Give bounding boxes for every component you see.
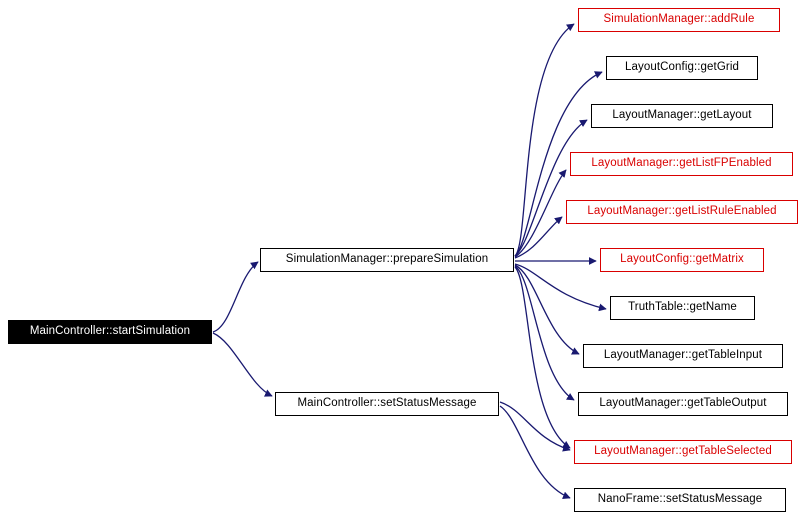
graph-node-gettableinput[interactable] (583, 344, 783, 368)
edge-prepare-to-gettableoutput (515, 266, 574, 400)
edge-setstatus-to-nanoframe-setstatusmessage (500, 406, 570, 498)
graph-node-label: MainController::startSimulation (29, 325, 191, 338)
graph-node-getlistfpenabled[interactable] (570, 152, 793, 176)
graph-node-preparesimulation[interactable] (260, 248, 514, 272)
graph-node-getmatrix[interactable] (600, 248, 764, 272)
graph-node-addrule[interactable] (578, 8, 780, 32)
graph-node-nanoframe-setstatusmessage[interactable] (574, 488, 786, 512)
graph-node-getlistruleenabled[interactable] (566, 200, 798, 224)
graph-node-getname[interactable] (610, 296, 755, 320)
graph-node-getgrid[interactable] (606, 56, 758, 80)
edge-prepare-to-getlistruleenabled (515, 217, 562, 258)
graph-node-label: LayoutManager::getListFPEnabled (591, 157, 772, 170)
graph-node-label: MainController::setStatusMessage (297, 397, 477, 410)
edge-prepare-to-getlistfpenabled (515, 170, 566, 257)
graph-node-label: LayoutManager::getTableOutput (599, 397, 767, 410)
edge-root-to-setstatusmessage (213, 333, 272, 396)
graph-node-label: LayoutConfig::getMatrix (620, 253, 744, 266)
graph-node-gettableoutput[interactable] (578, 392, 788, 416)
edge-prepare-to-gettableinput (515, 265, 579, 354)
graph-node-getlayout[interactable] (591, 104, 773, 128)
graph-node-setstatusmessage[interactable] (275, 392, 499, 416)
graph-node-label: SimulationManager::prepareSimulation (285, 253, 489, 266)
graph-node-label: SimulationManager::addRule (603, 13, 755, 26)
edge-prepare-to-getname (515, 264, 606, 309)
graph-node-label: TruthTable::getName (628, 301, 737, 314)
edge-prepare-to-gettableselected (515, 267, 570, 448)
graph-node-label: LayoutManager::getTableInput (603, 349, 763, 362)
graph-node-label: LayoutManager::getListRuleEnabled (587, 205, 777, 218)
graph-node-root[interactable] (8, 320, 212, 344)
graph-node-gettableselected[interactable] (574, 440, 792, 464)
graph-node-label: LayoutConfig::getGrid (625, 61, 739, 74)
graph-node-label: NanoFrame::setStatusMessage (597, 493, 763, 506)
graph-node-label: LayoutManager::getTableSelected (594, 445, 772, 458)
edge-setstatus-to-gettableselected (500, 402, 570, 450)
edge-prepare-to-getlayout (515, 120, 587, 256)
graph-node-label: LayoutManager::getLayout (612, 109, 752, 122)
edge-root-to-preparesimulation (213, 262, 258, 332)
